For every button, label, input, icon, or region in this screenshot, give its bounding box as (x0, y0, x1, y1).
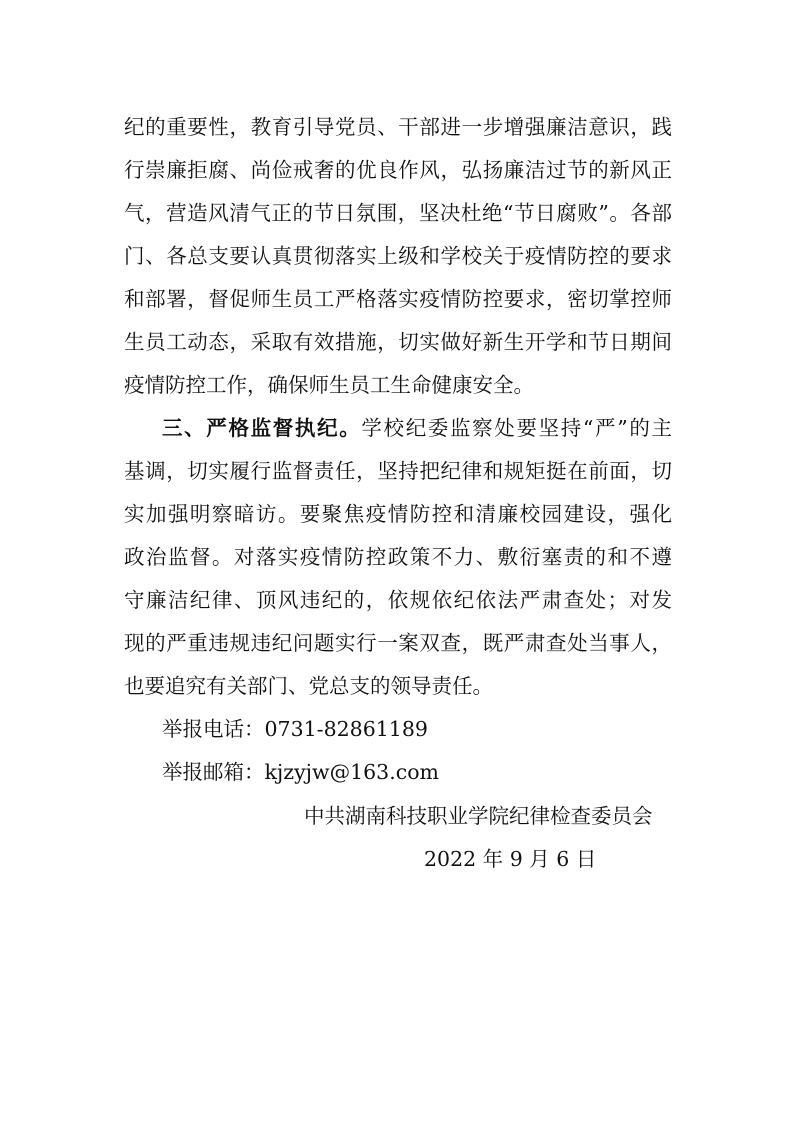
report-phone-value: 0731-82861189 (264, 717, 428, 741)
body-line: 行崇廉拒腐、尚俭戒奢的优良作风，弘扬廉洁过节的新风正 (124, 158, 672, 182)
section-three-first-line (162, 412, 672, 444)
body-line: 疫情防控工作，确保师生员工生命健康安全。 (124, 373, 534, 397)
body-line: 守廉洁纪律、顶风违纪的，依规依纪依法严肃查处；对发 (124, 588, 672, 612)
body-line: 基调，切实履行监督责任，坚持把纪律和规矩挺在前面，切 (124, 459, 672, 483)
report-phone-label: 举报电话： (162, 717, 265, 741)
body-line: 也要追究有关部门、党总支的领导责任。 (124, 674, 493, 698)
body-line: 生员工动态，采取有效措施，切实做好新生开学和节日期间 (124, 330, 672, 354)
report-email-value: kjzyjw@163.com (264, 760, 439, 784)
report-email (162, 756, 439, 788)
body-line: 气，营造风清气正的节日氛围，坚决杜绝“节日腐败”。各部 (124, 201, 672, 225)
body-line: 政治监督。对落实疫情防控政策不力、敷衍塞责的和不遵 (124, 545, 672, 569)
body-line: 纪的重要性，教育引导党员、干部进一步增强廉洁意识，践 (124, 115, 672, 139)
body-line: 实加强明察暗访。要聚焦疫情防控和清廉校园建设，强化 (124, 502, 672, 526)
signature-organization: 中共湖南科技职业学院纪律检查委员会 (304, 804, 653, 828)
body-line: 和部署，督促师生员工严格落实疫情防控要求，密切掌控师 (124, 287, 672, 311)
section-three-text: 学校纪委监察处要坚持“严”的主 (361, 416, 672, 440)
body-line: 门、各总支要认真贯彻落实上级和学校关于疫情防控的要求 (124, 244, 672, 268)
report-phone (162, 713, 428, 745)
report-email-label: 举报邮箱： (162, 760, 265, 784)
section-heading: 三、严格监督执纪。 (162, 416, 362, 440)
body-line: 现的严重违规违纪问题实行一案双查，既严肃查处当事人， (124, 631, 672, 655)
signature-date: 2022 年 9 月 6 日 (424, 847, 597, 871)
